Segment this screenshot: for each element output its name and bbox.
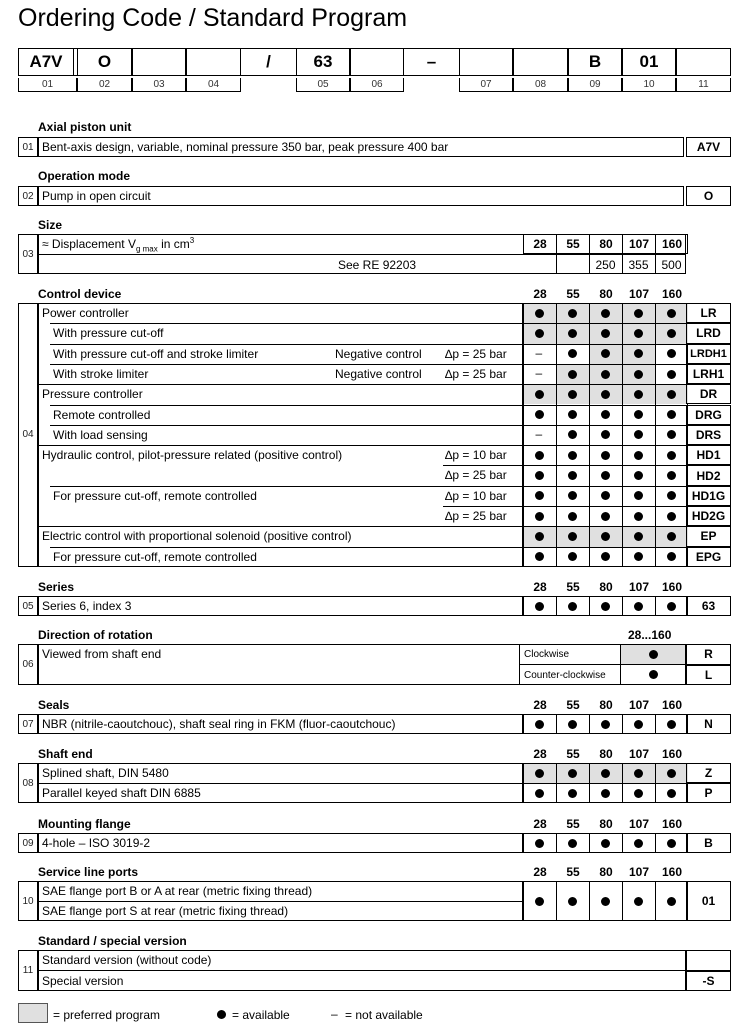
available-dot xyxy=(535,309,544,318)
code-N: N xyxy=(686,714,731,734)
code-box-2: O xyxy=(77,48,132,76)
code-position-07: 07 xyxy=(459,78,513,92)
available-dot xyxy=(667,769,676,778)
negative-control-label: Negative control xyxy=(335,346,422,361)
code-LRDH1: LRDH1 xyxy=(686,344,731,364)
available-dot xyxy=(568,720,577,729)
available-dot xyxy=(667,602,676,611)
section-number-11: 11 xyxy=(18,950,38,991)
available-dot xyxy=(667,329,676,338)
section-heading-service-line-ports: Service line ports xyxy=(38,865,139,879)
rule-line xyxy=(38,901,523,902)
available-dot xyxy=(535,451,544,460)
section-number-07: 07 xyxy=(18,714,38,734)
code-position-08: 08 xyxy=(513,78,568,92)
available-dot xyxy=(667,720,676,729)
delta-p-label: ∆p = 25 bar xyxy=(445,509,507,523)
available-dot xyxy=(634,789,643,798)
code-HD1: HD1 xyxy=(686,445,731,465)
code-EP: EP xyxy=(686,526,731,546)
size-160: 160 xyxy=(661,237,683,251)
size-header-80: 80 xyxy=(599,698,613,712)
control-row-label: With pressure cut-off xyxy=(53,326,164,341)
rule-line xyxy=(38,445,523,446)
rule-line xyxy=(589,881,590,921)
rule-line xyxy=(523,526,688,527)
size-header-107: 107 xyxy=(628,580,650,594)
code-box-1: A7V xyxy=(18,48,74,76)
section-number-04: 04 xyxy=(18,303,38,567)
legend-not-available: = not available xyxy=(345,1008,423,1022)
section-number-10: 10 xyxy=(18,881,38,921)
code-63: 63 xyxy=(686,596,731,616)
available-dot xyxy=(568,512,577,521)
rule-line xyxy=(38,526,523,527)
control-row-label: Hydraulic control, pilot-pressure related (positive control) xyxy=(42,448,343,463)
available-dot xyxy=(667,789,676,798)
section-heading-mounting-flange: Mounting flange xyxy=(38,817,131,831)
size-header-80: 80 xyxy=(599,865,613,879)
code-LRH1: LRH1 xyxy=(686,364,731,384)
code-01: 01 xyxy=(686,881,731,921)
rule-line xyxy=(622,714,623,734)
delta-p-label: ∆p = 10 bar xyxy=(445,448,507,463)
rule-line xyxy=(523,384,688,385)
rule-line xyxy=(589,596,590,616)
size-55: 55 xyxy=(566,237,580,251)
code-position-06: 06 xyxy=(350,78,404,92)
row-label: 4-hole – ISO 3019-2 xyxy=(42,836,151,850)
rule-line xyxy=(50,425,523,426)
code-P: P xyxy=(686,783,731,803)
size-header-160: 160 xyxy=(661,817,683,831)
code-R: R xyxy=(686,644,731,665)
rule-line xyxy=(523,364,688,365)
control-row-label: With load sensing xyxy=(53,427,148,442)
code-box-5: / xyxy=(266,52,271,71)
section-number-06: 06 xyxy=(18,644,38,685)
available-dot xyxy=(601,451,610,460)
rule-line xyxy=(38,783,523,784)
available-dot xyxy=(649,650,658,659)
displacement-value: 355 xyxy=(628,258,649,272)
rule-line xyxy=(50,486,523,487)
control-row-label: For pressure cut-off, remote controlled xyxy=(53,549,257,564)
delta-p-label: ∆p = 25 bar xyxy=(445,366,507,381)
available-dot xyxy=(601,512,610,521)
rule-line xyxy=(655,596,656,616)
size-header-160: 160 xyxy=(661,287,683,301)
code-box-11: B xyxy=(568,48,622,76)
code-row-outline xyxy=(18,48,731,76)
rule-line xyxy=(556,596,557,616)
available-dot xyxy=(568,309,577,318)
control-row-label: For pressure cut-off, remote controlled xyxy=(53,488,257,503)
available-dot xyxy=(634,720,643,729)
section-heading-standard-special-version: Standard / special version xyxy=(38,934,187,948)
available-dot xyxy=(601,390,610,399)
code-HD2G: HD2G xyxy=(686,506,731,526)
legend-dot-icon xyxy=(217,1010,226,1019)
rule-line xyxy=(38,384,523,385)
size-header-160: 160 xyxy=(661,865,683,879)
rule-line xyxy=(523,323,688,324)
size-header-28: 28 xyxy=(533,747,547,761)
available-dot xyxy=(634,512,643,521)
available-dot xyxy=(667,370,676,379)
legend-available: = available xyxy=(232,1008,290,1022)
size-header-28: 28 xyxy=(533,817,547,831)
rule-line xyxy=(589,714,590,734)
code-position-03: 03 xyxy=(132,78,186,92)
available-dot xyxy=(535,471,544,480)
available-dot xyxy=(601,602,610,611)
size-header-55: 55 xyxy=(566,817,580,831)
size-header-160: 160 xyxy=(661,747,683,761)
displacement-label: ≈ Displacement $V_{g max}$ in $cm^3$ xyxy=(42,236,195,254)
not-available-dash: – xyxy=(535,345,543,360)
code-box-6: 63 xyxy=(296,48,350,76)
rule-line xyxy=(523,405,688,406)
available-dot xyxy=(667,390,676,399)
section-heading-direction-of-rotation: Direction of rotation xyxy=(38,628,153,642)
available-dot xyxy=(634,897,643,906)
code-position-10: 10 xyxy=(622,78,676,92)
available-dot xyxy=(634,602,643,611)
code-HD1G: HD1G xyxy=(686,486,731,506)
available-dot xyxy=(601,309,610,318)
row-label: Viewed from shaft end xyxy=(42,647,162,661)
available-dot xyxy=(634,451,643,460)
available-dot xyxy=(535,602,544,611)
available-dot xyxy=(667,532,676,541)
code-HD2: HD2 xyxy=(686,465,731,485)
row-label: NBR (nitrile-caoutchouc), shaft seal ring in FKM (fluor-caoutchouc) xyxy=(42,717,396,731)
available-dot xyxy=(535,329,544,338)
rule-line xyxy=(50,323,523,324)
rule-line xyxy=(519,664,686,665)
see-reference: See RE 92203 xyxy=(338,258,417,272)
size-header-28: 28 xyxy=(533,287,547,301)
rule-line xyxy=(622,833,623,853)
available-dot xyxy=(568,390,577,399)
size-header-80: 80 xyxy=(599,287,613,301)
available-dot xyxy=(535,532,544,541)
row-label: Series 6, index 3 xyxy=(42,599,132,613)
code-box-12: 01 xyxy=(622,48,676,76)
rule-line xyxy=(655,833,656,853)
delta-p-label: ∆p = 25 bar xyxy=(445,468,507,483)
available-dot xyxy=(667,451,676,460)
row-label: Bent-axis design, variable, nominal pressure 350 bar, peak pressure 400 bar xyxy=(42,140,449,154)
code-DRG: DRG xyxy=(686,405,731,425)
size-header-80: 80 xyxy=(599,817,613,831)
size-header-28: 28 xyxy=(533,865,547,879)
control-row-label: Pressure controller xyxy=(42,387,143,402)
negative-control-label: Negative control xyxy=(335,366,422,381)
available-dot xyxy=(667,471,676,480)
row-label: SAE flange port B or A at rear (metric fixing thread) xyxy=(42,884,313,898)
code-position-09: 09 xyxy=(568,78,622,92)
rule-line xyxy=(523,465,688,466)
section-heading-shaft-end: Shaft end xyxy=(38,747,93,761)
available-dot xyxy=(568,839,577,848)
section-number-03: 03 xyxy=(18,234,38,274)
control-row-label: Remote controlled xyxy=(53,407,151,422)
rule-line xyxy=(622,881,623,921)
available-dot xyxy=(634,769,643,778)
available-dot xyxy=(535,769,544,778)
section-number-09: 09 xyxy=(18,833,38,853)
rule-line xyxy=(50,364,523,365)
code-position-02: 02 xyxy=(77,78,132,92)
available-dot xyxy=(634,390,643,399)
available-dot xyxy=(634,839,643,848)
size-header-160: 160 xyxy=(661,580,683,594)
control-row-label: With stroke limiter xyxy=(53,366,149,381)
available-dot xyxy=(535,512,544,521)
size-header-107: 107 xyxy=(628,698,650,712)
row-label: SAE flange port S at rear (metric fixing thread) xyxy=(42,904,289,918)
section-heading-control-device: Control device xyxy=(38,287,122,301)
available-dot xyxy=(634,532,643,541)
size-header-55: 55 xyxy=(566,747,580,761)
page-title: Ordering Code / Standard Program xyxy=(18,4,408,32)
size-80: 80 xyxy=(599,237,613,251)
available-dot xyxy=(649,670,658,679)
available-dot xyxy=(634,309,643,318)
code-standard xyxy=(686,950,731,971)
not-available-dash: – xyxy=(535,426,543,441)
available-dot xyxy=(535,897,544,906)
code-B: B xyxy=(686,833,731,853)
rule-line xyxy=(556,714,557,734)
available-dot xyxy=(568,471,577,480)
size-header-107: 107 xyxy=(628,865,650,879)
size-107: 107 xyxy=(628,237,650,251)
size-header-107: 107 xyxy=(628,747,650,761)
available-dot xyxy=(568,532,577,541)
control-row-label: Power controller xyxy=(42,306,129,320)
available-dot xyxy=(568,451,577,460)
section-number-08: 08 xyxy=(18,763,38,803)
available-dot xyxy=(634,471,643,480)
size-header-160: 160 xyxy=(661,698,683,712)
control-row-label: With pressure cut-off and stroke limiter xyxy=(53,346,259,361)
size-header-80: 80 xyxy=(599,747,613,761)
available-dot xyxy=(568,370,577,379)
available-dot xyxy=(601,370,610,379)
available-dot xyxy=(535,789,544,798)
size-header-80: 80 xyxy=(599,580,613,594)
section-heading-size: Size xyxy=(38,218,63,232)
code-position-01: 01 xyxy=(18,78,77,92)
rule-line xyxy=(38,970,686,971)
displacement-value: 250 xyxy=(595,258,616,272)
size-header-107: 107 xyxy=(628,817,650,831)
section-heading-series: Series xyxy=(38,580,75,594)
code--S: -S xyxy=(686,971,731,992)
code-EPG: EPG xyxy=(686,547,731,567)
rule-line xyxy=(523,783,688,784)
rule-line xyxy=(556,881,557,921)
code-DRS: DRS xyxy=(686,425,731,445)
row-label: Parallel keyed shaft DIN 6885 xyxy=(42,786,201,800)
preferred-swatch xyxy=(18,1003,48,1023)
section-number-05: 05 xyxy=(18,596,38,616)
available-dot xyxy=(667,897,676,906)
rule-line xyxy=(622,596,623,616)
available-dot xyxy=(667,839,676,848)
available-dot xyxy=(535,390,544,399)
row-label: Standard version (without code) xyxy=(42,953,212,967)
size-header-107: 107 xyxy=(628,287,650,301)
available-dot xyxy=(634,329,643,338)
available-dot xyxy=(601,839,610,848)
size-range: 28...160 xyxy=(628,628,672,642)
size-header-55: 55 xyxy=(566,580,580,594)
code-DR: DR xyxy=(686,384,731,404)
available-dot xyxy=(568,769,577,778)
section-number-01: 01 xyxy=(18,137,38,157)
section-number-02: 02 xyxy=(18,186,38,206)
size-header-55: 55 xyxy=(566,287,580,301)
section-heading-axial-piston-unit: Axial piston unit xyxy=(38,120,132,134)
size-header-55: 55 xyxy=(566,865,580,879)
available-dot xyxy=(535,839,544,848)
rule-line xyxy=(523,303,688,304)
available-dot xyxy=(601,532,610,541)
row-label: Splined shaft, DIN 5480 xyxy=(42,766,169,780)
code-position-11: 11 xyxy=(676,78,731,92)
rule-line xyxy=(523,445,688,446)
rule-line xyxy=(655,881,656,921)
rule-line xyxy=(523,486,688,487)
code-L: L xyxy=(686,665,731,686)
size-28: 28 xyxy=(533,237,547,251)
delta-p-label: ∆p = 10 bar xyxy=(445,488,507,503)
control-row-label: Electric control with proportional solenoid (positive control) xyxy=(42,529,352,544)
available-dot xyxy=(601,897,610,906)
rule-line xyxy=(589,833,590,853)
row-label: Special version xyxy=(42,973,124,988)
available-dot xyxy=(568,789,577,798)
available-dot xyxy=(535,720,544,729)
rule-line xyxy=(556,833,557,853)
available-dot xyxy=(601,471,610,480)
section-heading-operation-mode: Operation mode xyxy=(38,169,131,183)
rotation-label: Clockwise xyxy=(524,649,570,660)
code-A7V: A7V xyxy=(686,137,731,157)
size-header-28: 28 xyxy=(533,698,547,712)
rule-line xyxy=(523,425,688,426)
available-dot xyxy=(667,512,676,521)
available-dot xyxy=(601,329,610,338)
size-header-28: 28 xyxy=(533,580,547,594)
rule-line xyxy=(523,506,688,507)
available-dot xyxy=(568,329,577,338)
available-dot xyxy=(568,602,577,611)
rule-line xyxy=(50,547,523,548)
available-dot xyxy=(568,897,577,906)
code-position-05: 05 xyxy=(296,78,350,92)
code-box-8: – xyxy=(426,52,437,71)
row-label: Pump in open circuit xyxy=(42,189,151,203)
available-dot xyxy=(601,720,610,729)
rule-line xyxy=(50,405,523,406)
not-available-dash: – xyxy=(535,366,543,381)
rule-line xyxy=(523,344,688,345)
available-dot xyxy=(634,370,643,379)
legend-preferred: = preferred program xyxy=(53,1008,161,1022)
rule-line xyxy=(443,465,523,466)
code-LRD: LRD xyxy=(686,323,731,343)
section-heading-seals: Seals xyxy=(38,698,70,712)
legend-dash-icon: – xyxy=(331,1007,338,1021)
available-dot xyxy=(601,789,610,798)
code-Z: Z xyxy=(686,763,731,783)
available-dot xyxy=(667,309,676,318)
code-position-04: 04 xyxy=(186,78,241,92)
size-header-55: 55 xyxy=(566,698,580,712)
displacement-value: 500 xyxy=(661,258,682,272)
rule-line xyxy=(655,714,656,734)
rule-line xyxy=(523,547,688,548)
rule-line xyxy=(443,506,523,507)
code-LR: LR xyxy=(686,303,731,323)
code-O: O xyxy=(686,186,731,206)
delta-p-label: ∆p = 25 bar xyxy=(445,346,507,361)
available-dot xyxy=(601,769,610,778)
rule-line xyxy=(50,344,523,345)
rotation-label: Counter-clockwise xyxy=(524,669,606,681)
